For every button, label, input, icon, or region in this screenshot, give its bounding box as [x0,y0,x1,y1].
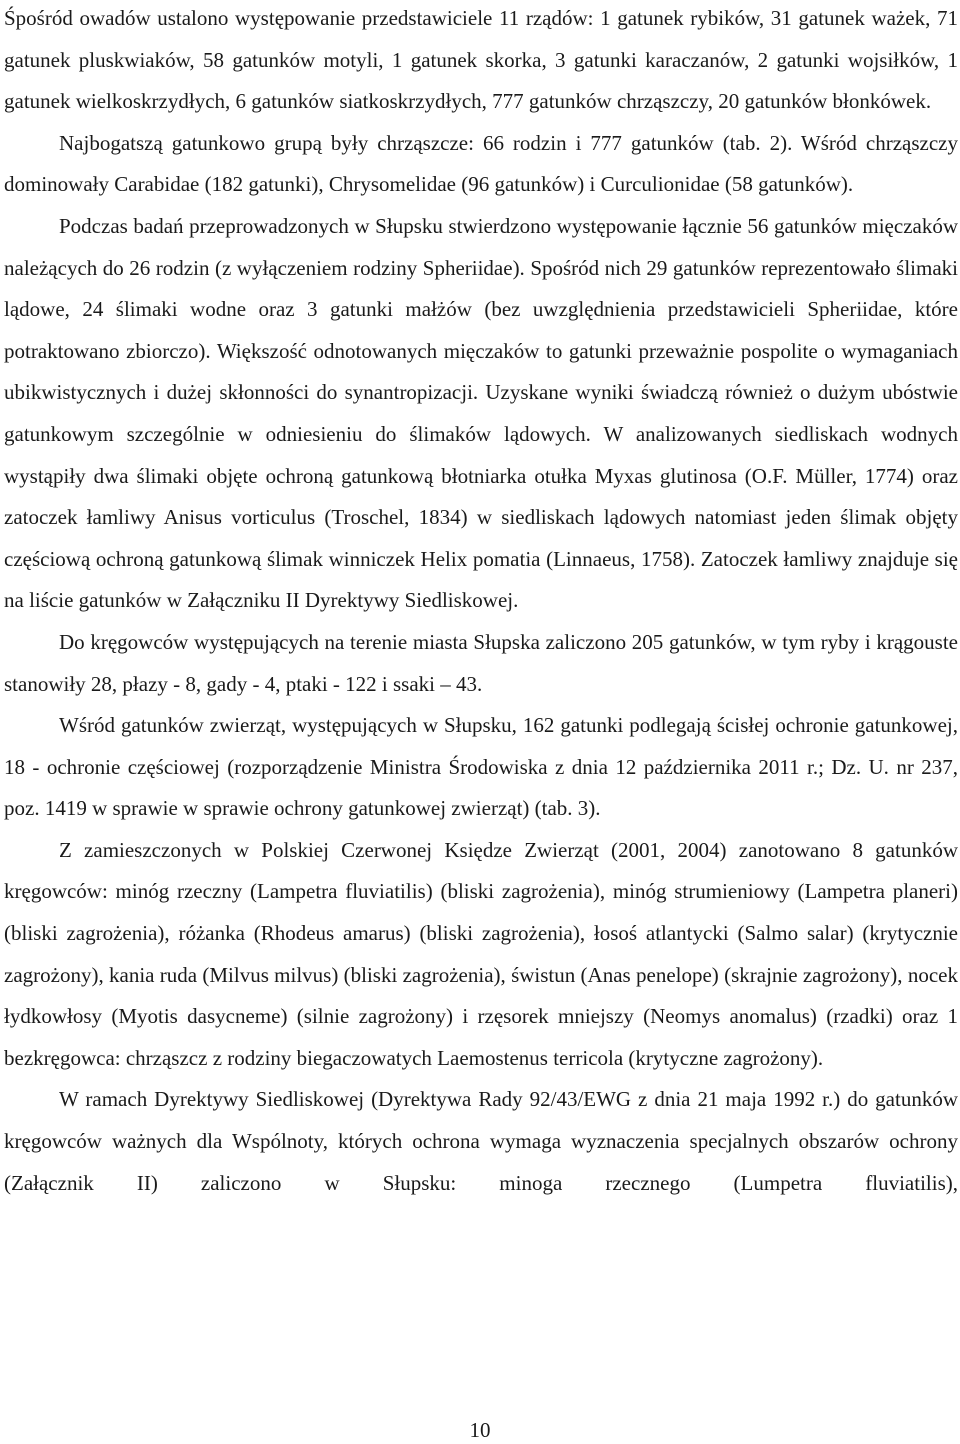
paragraph-red-book: Z zamieszczonych w Polskiej Czerwonej Księdze Zwierząt (2001, 2004) zanotowano 8 gatunków kręgowców: minóg rzeczny (Lampetra fluviatilis) (bliski zagrożenia), minóg strumieniowy (Lampetra planeri) (bliski zagrożenia), różanka (Rhodeus amarus) (bliski zagrożenia), łosoś atlantycki (Salmo salar) (krytycznie zagrożony), kania ruda (Milvus milvus) (bliski zagrożenia), świstun (Anas penelope) (skrajnie zagrożony), nocek łydkowłosy (Myotis dasycneme) (silnie zagrożony) i rzęsorek mniejszy (Neomys anomalus) (rzadki) oraz 1 bezkręgowca: chrząszcz z rodziny biegaczowatych Laemostenus terricola (krytyczne zagrożony). [4,837,958,1070]
paragraph-beetles: Najbogatszą gatunkowo grupą były chrząszcze: 66 rodzin i 777 gatunków (tab. 2). Wśród chrząszczy dominowały Carabidae (182 gatunki), Chrysomelidae (96 gatunków) i Curculionidae (58 gatunków). [4,130,958,197]
paragraph-molluscs: Podczas badań przeprowadzonych w Słupsku stwierdzono występowanie łącznie 56 gatunków mięczaków należących do 26 rodzin (z wyłączeniem rodziny Spheriidae). Spośród nich 29 gatunków reprezentowało ślimaki lądowe, 24 ślimaki wodne oraz 3 gatunki małżów (bez uwzględnienia przedstawicieli Spheriidae, które potraktowano zbiorczo). Większość odnotowanych mięczaków to gatunki przeważnie pospolite o wymaganiach ubikwistycznych i dużej skłonności do synantropizacji. Uzyskane wyniki świadczą również o dużym ubóstwie gatunkowym szczególnie w odniesieniu do ślimaków lądowych. W analizowanych siedliskach wodnych wystąpiły dwa ślimaki objęte ochroną gatunkową błotniarka otułka Myxas glutinosa (O.F. Müller, 1774) oraz zatoczek łamliwy Anisus vorticulus (Troschel, 1834) w siedliskach lądowych natomiast jeden ślimak objęty częściową ochroną gatunkową ślimak winniczek Helix pomatia (Linnaeus, 1758). Zatoczek łamliwy znajduje się na liście gatunków w Załączniku II Dyrektywy Siedliskowej. [4,213,958,613]
paragraph-vertebrates: Do kręgowców występujących na terenie miasta Słupska zaliczono 205 gatunków, w tym ryby i krągouste stanowiły 28, płazy - 8, gady - 4, ptaki - 122 i ssaki – 43. [4,629,958,696]
paragraph-protected-species: Wśród gatunków zwierząt, występujących w Słupsku, 162 gatunki podlegają ścisłej ochronie gatunkowej, 18 - ochronie częściowej (rozporządzenie Ministra Środowiska z dnia 12 października 2011 r.; Dz. U. nr 237, poz. 1419 w sprawie w sprawie ochrony gatunkowej zwierząt) (tab. 3). [4,713,958,821]
paragraph-insects: Śpośród owadów ustalono występowanie przedstawiciele 11 rządów: 1 gatunek rybików, 31 gatunek ważek, 71 gatunek pluskwiaków, 58 gatunków motyli, 1 gatunek skorka, 3 gatunki karaczanów, 2 gatunki wojsiłków, 1 gatunek wielkoskrzydłych, 6 gatunków siatkoskrzydłych, 777 gatunków chrząszczy, 20 gatunków błonkówek. [4,6,958,114]
document-page [4,0,958,1204]
paragraph-habitats-directive: W ramach Dyrektywy Siedliskowej (Dyrektywa Rady 92/43/EWG z dnia 21 maja 1992 r.) do gatunków kręgowców ważnych dla Wspólnoty, których ochrona wymaga wyznaczenia specjalnych obszarów ochrony (Załącznik II) zaliczono w Słupsku: minoga rzecznego (Lumpetra fluviatilis), [4,1087,958,1195]
page-number: 10 [469,1418,491,1442]
